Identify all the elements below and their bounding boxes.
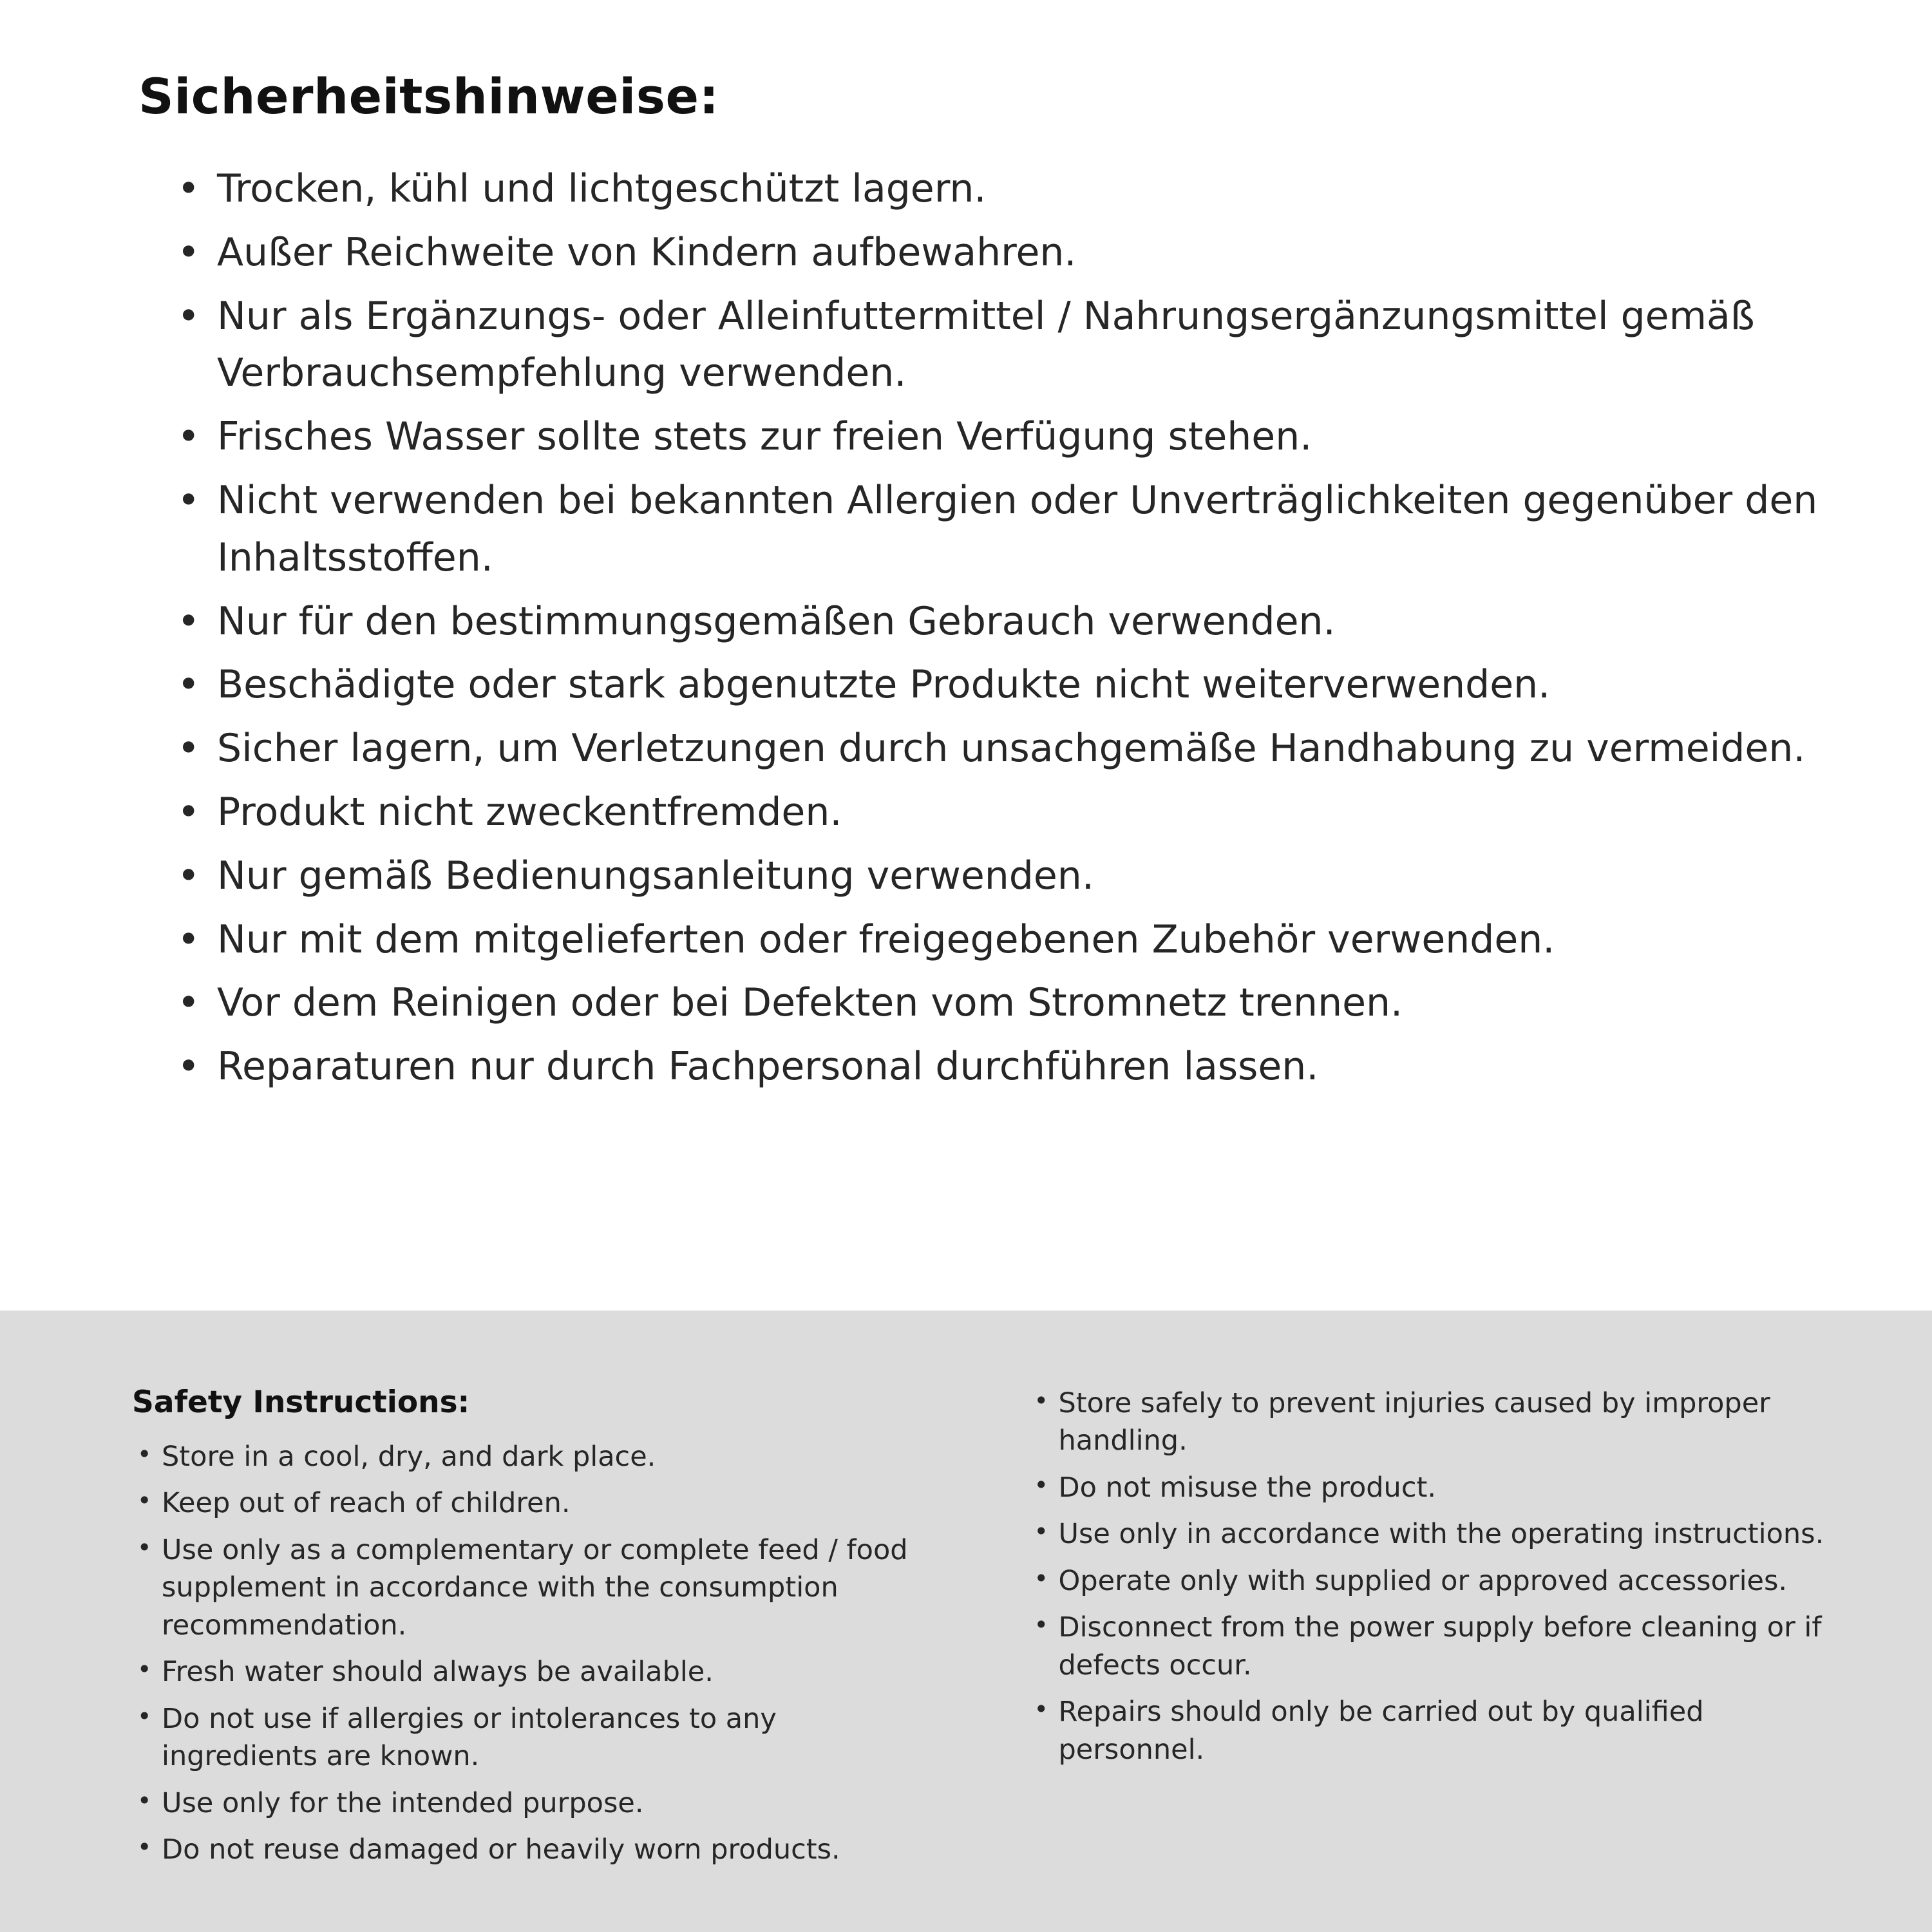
list-item: • Frisches Wasser sollte stets zur freien Verfügung stehen. [177,408,1826,466]
list-item: • Do not misuse the product. [1029,1469,1836,1506]
list-item: • Außer Reichweite von Kindern aufbewahren. [177,224,1826,281]
list-item: • Operate only with supplied or approved accessories. [1029,1562,1836,1600]
list-item: • Store in a cool, dry, and dark place. [132,1438,939,1475]
english-left-bullet-list [132,1438,939,1869]
list-item: • Reparaturen nur durch Fachpersonal durchführen lassen. [177,1038,1826,1095]
list-item: • Beschädigte oder stark abgenutzte Produkte nicht weiterverwenden. [177,656,1826,714]
list-item: • Keep out of reach of children. [132,1484,939,1522]
english-right-bullet-list [1029,1385,1836,1768]
list-item: • Use only as a complementary or complete feed / food supplement in accordance with the consumption recommendation. [132,1531,939,1644]
list-item: • Do not reuse damaged or heavily worn products. [132,1831,939,1868]
list-item: • Disconnect from the power supply before cleaning or if defects occur. [1029,1609,1836,1684]
list-item: • Nur mit dem mitgelieferten oder freigegebenen Zubehör verwenden. [177,911,1826,969]
english-safety-section [0,1311,1932,1932]
list-item: • Vor dem Reinigen oder bei Defekten vom Stromnetz trennen. [177,974,1826,1032]
list-item: • Use only in accordance with the operating instructions. [1029,1515,1836,1553]
english-right-column [1029,1385,1836,1878]
list-item: • Sicher lagern, um Verletzungen durch unsachgemäße Handhabung zu vermeiden. [177,720,1826,777]
list-item: • Fresh water should always be available. [132,1653,939,1690]
english-columns [132,1385,1835,1878]
list-item: • Produkt nicht zweckentfremden. [177,784,1826,841]
list-item: • Do not use if allergies or intolerances to any ingredients are known. [132,1700,939,1776]
english-section-title: Safety Instructions: [132,1385,470,1420]
list-item: • Repairs should only be carried out by qualified personnel. [1029,1693,1836,1768]
list-item: • Trocken, kühl und lichtgeschützt lagern. [177,160,1826,218]
list-item: • Store safely to prevent injuries caused by improper handling. [1029,1385,1836,1460]
german-bullet-list [138,160,1826,1095]
list-item: • Nur für den bestimmungsgemäßen Gebrauch verwenden. [177,593,1826,650]
list-item: • Use only for the intended purpose. [132,1785,939,1822]
german-section-title: Sicherheitshinweise: [138,68,719,125]
list-item: • Nur gemäß Bedienungsanleitung verwenden. [177,848,1826,905]
list-item: • Nur als Ergänzungs- oder Alleinfuttermittel / Nahrungsergänzungsmittel gemäß Verbrauchsempfehlung verwenden. [177,288,1826,402]
list-item: • Nicht verwenden bei bekannten Allergien oder Unverträglichkeiten gegenüber den Inhaltsstoffen. [177,472,1826,587]
english-left-column [132,1385,939,1878]
